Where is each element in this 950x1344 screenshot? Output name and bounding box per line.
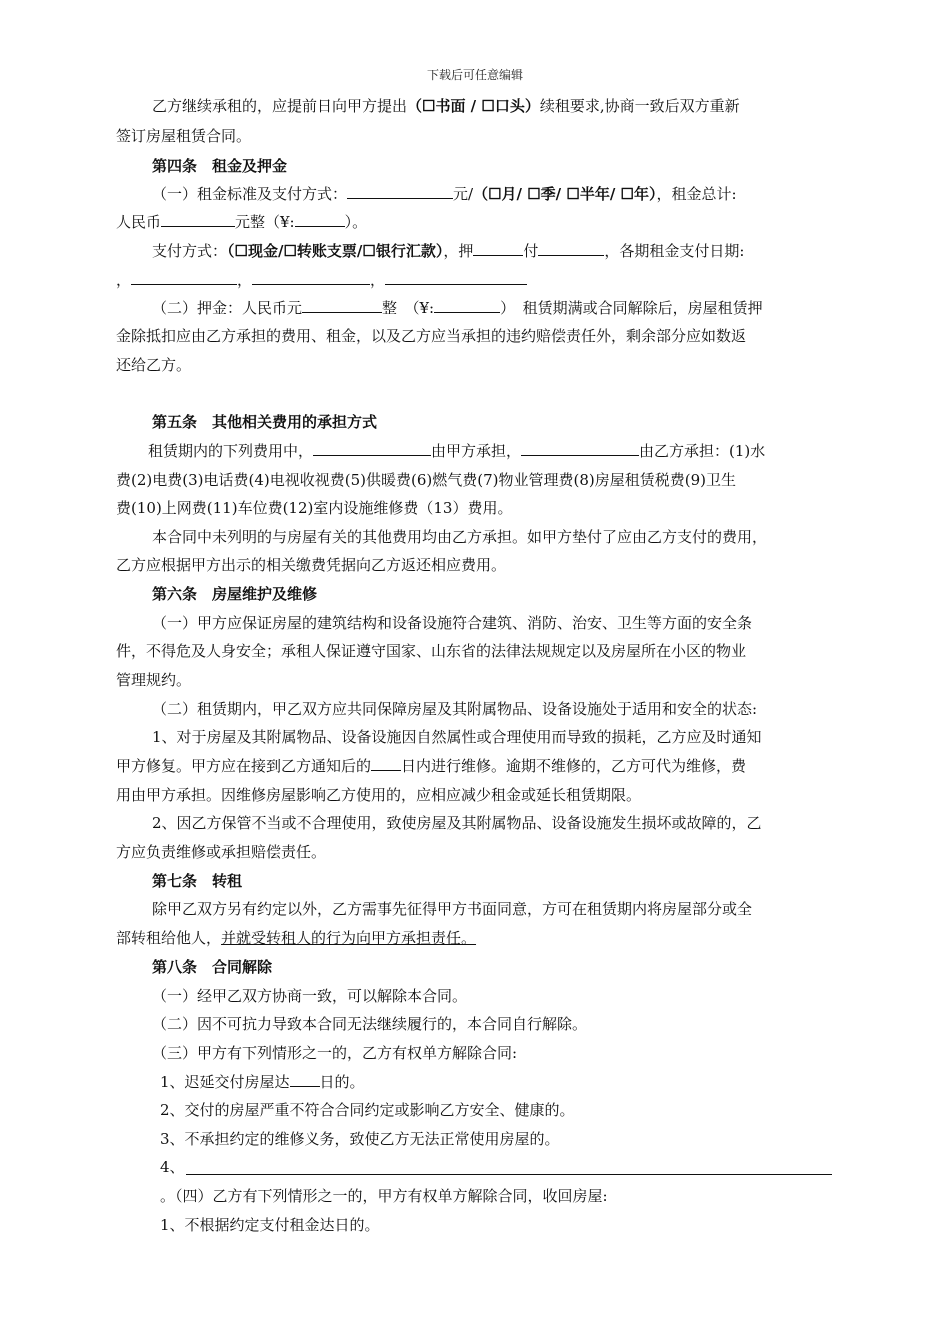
blank-field[interactable] <box>473 241 523 256</box>
fees-line-4: 本合同中未列明的与房屋有关的其他费用均由乙方承担。如甲方垫付了应由乙方支付的费用， <box>152 528 768 546</box>
sublet-line-1: 除甲乙双方另有约定以外，乙方需事先征得甲方书面同意，方可在租赁期内将房屋部分或全 <box>152 900 753 918</box>
rent-standard-line <box>152 184 737 204</box>
blank-field[interactable] <box>161 212 235 227</box>
blank-field[interactable] <box>313 441 431 456</box>
maintenance-line-5: 1、对于房屋及其附属物品、设备设施因自然属性或合理使用而导致的损耗，乙方应及时通知 <box>152 728 762 746</box>
blank-field[interactable] <box>347 184 453 199</box>
termination-line-5: 2、交付的房屋严重不符合合同约定或影响乙方安全、健康的。 <box>160 1101 575 1119</box>
maintenance-line-1: （一）甲方应保证房屋的建筑结构和设备设施符合建筑、消防、治安、卫生等方面的安全条 <box>152 614 753 632</box>
text: 部转租给他人， <box>116 929 222 947</box>
deposit-line-3: 还给乙方。 <box>116 356 192 374</box>
text: 乙方继续承租的，应提前日向甲方提出 <box>152 97 408 115</box>
blank-field-long[interactable] <box>186 1174 832 1175</box>
maintenance-line-2: 件，不得危及人身安全；承租人保证遵守国家、山东省的法律法规规定以及房屋所在小区的物业 <box>116 642 747 660</box>
page-header: 下载后可任意编辑 <box>426 68 523 82</box>
blank-field[interactable] <box>521 441 639 456</box>
fees-line-3: 费(10)上网费(11)车位费(12)室内设施维修费（13）费用。 <box>116 499 513 517</box>
article-4-heading: 第四条 租金及押金 <box>152 157 288 175</box>
text: 由乙方承担：(1)水 <box>639 442 766 460</box>
text: 元整（¥: <box>235 213 295 231</box>
text: ，各期租金支付日期: <box>604 242 745 260</box>
termination-line-2: （二）因不可抗力导致本合同无法继续履行的，本合同自行解除。 <box>152 1015 588 1033</box>
text: 付 <box>523 242 539 260</box>
blank-field[interactable] <box>290 1072 320 1087</box>
text: 租赁期内的下列费用中， <box>148 442 314 460</box>
text: 元/ <box>453 185 474 203</box>
text: ）。 <box>344 213 368 231</box>
text: ， <box>370 271 386 289</box>
text: ，租金总计: <box>656 185 737 203</box>
payment-options: （☐现金/☐转账支票/☐银行汇款） <box>227 242 444 260</box>
blank-field[interactable] <box>302 298 382 313</box>
renewal-options: （☐书面 / ☐口头） <box>407 97 540 115</box>
text: ， <box>116 271 132 289</box>
maintenance-line-6 <box>116 756 746 776</box>
article-7-heading: 第七条 转租 <box>152 872 243 890</box>
termination-line-4 <box>160 1072 365 1092</box>
text: 续租要求,协商一致后双方重新 <box>539 97 740 115</box>
text: 甲方修复。甲方应在接到乙方通知后的 <box>116 757 372 775</box>
termination-line-7: 4、 <box>160 1158 185 1176</box>
fees-line-1 <box>148 441 765 461</box>
text: 日的。 <box>319 1073 365 1091</box>
text: 支付方式： <box>152 242 228 260</box>
blank-field[interactable] <box>371 756 401 771</box>
termination-line-3: （三）甲方有下列情形之一的，乙方有权单方解除合同: <box>152 1044 518 1062</box>
text: ， <box>237 271 253 289</box>
period-options: （☐月/ ☐季/ ☐半年/ ☐年） <box>473 185 657 203</box>
termination-line-9: 1、不根据约定支付租金达日的。 <box>160 1216 380 1234</box>
renewal-line-2: 签订房屋租赁合同。 <box>116 127 252 145</box>
blank-field[interactable] <box>252 270 370 285</box>
blank-field[interactable] <box>434 298 500 313</box>
blank-field[interactable] <box>131 270 237 285</box>
maintenance-line-8: 2、因乙方保管不当或不合理使用，致使房屋及其附属物品、设备设施发生损坏或故障的，乙 <box>152 814 762 832</box>
text: 1、迟延交付房屋达 <box>160 1073 290 1091</box>
article-5-heading: 第五条 其他相关费用的承担方式 <box>152 413 378 431</box>
text: 人民币 <box>116 213 162 231</box>
text: （二）押金：人民币元 <box>152 299 303 317</box>
maintenance-line-9: 方应负责维修或承担赔偿责任。 <box>116 843 327 861</box>
sublet-line-2 <box>116 928 476 948</box>
blank-field[interactable] <box>295 212 345 227</box>
text: （一）租金标准及支付方式： <box>152 185 348 203</box>
blank-field[interactable] <box>538 241 604 256</box>
termination-line-6: 3、不承担约定的维修义务，致使乙方无法正常使用房屋的。 <box>160 1130 560 1148</box>
maintenance-line-7: 用由甲方承担。因维修房屋影响乙方使用的，应相应减少租金或延长租赁期限。 <box>116 786 642 804</box>
underlined-text: 并就受转租人的行为向甲方承担责任。 <box>221 929 477 947</box>
blank-field[interactable] <box>385 270 527 285</box>
fees-line-2: 费(2)电费(3)电话费(4)电视收视费(5)供暖费(6)燃气费(7)物业管理费(8)房屋租赁税费(9)卫生 <box>116 471 736 489</box>
article-6-heading: 第六条 房屋维护及维修 <box>152 585 318 603</box>
deposit-line <box>152 298 763 318</box>
termination-line-8: 。（四）乙方有下列情形之一的，甲方有权单方解除合同，收回房屋: <box>160 1187 608 1205</box>
text: ，押 <box>443 242 474 260</box>
maintenance-line-3: 管理规约。 <box>116 671 192 689</box>
rent-total-line <box>116 212 367 232</box>
article-8-heading: 第八条 合同解除 <box>152 958 273 976</box>
termination-line-1: （一）经甲乙双方协商一致，可以解除本合同。 <box>152 987 468 1005</box>
payment-dates-line <box>116 270 527 290</box>
deposit-line-2: 金除抵扣应由乙方承担的费用、租金，以及乙方应当承担的违约赔偿责任外，剩余部分应如数返 <box>116 327 747 345</box>
text: ） 租赁期满或合同解除后，房屋租赁押 <box>500 299 763 317</box>
renewal-line-1 <box>152 96 740 116</box>
fees-line-5: 乙方应根据甲方出示的相关缴费凭据向乙方返还相应费用。 <box>116 556 507 574</box>
text: 由甲方承担， <box>431 442 522 460</box>
text: 整 （¥: <box>382 299 435 317</box>
payment-method-line <box>152 241 744 261</box>
maintenance-line-4: （二）租赁期内，甲乙双方应共同保障房屋及其附属物品、设备设施处于适用和安全的状态: <box>152 700 758 718</box>
text: 日内进行维修。逾期不维修的，乙方可代为维修，费 <box>401 757 747 775</box>
